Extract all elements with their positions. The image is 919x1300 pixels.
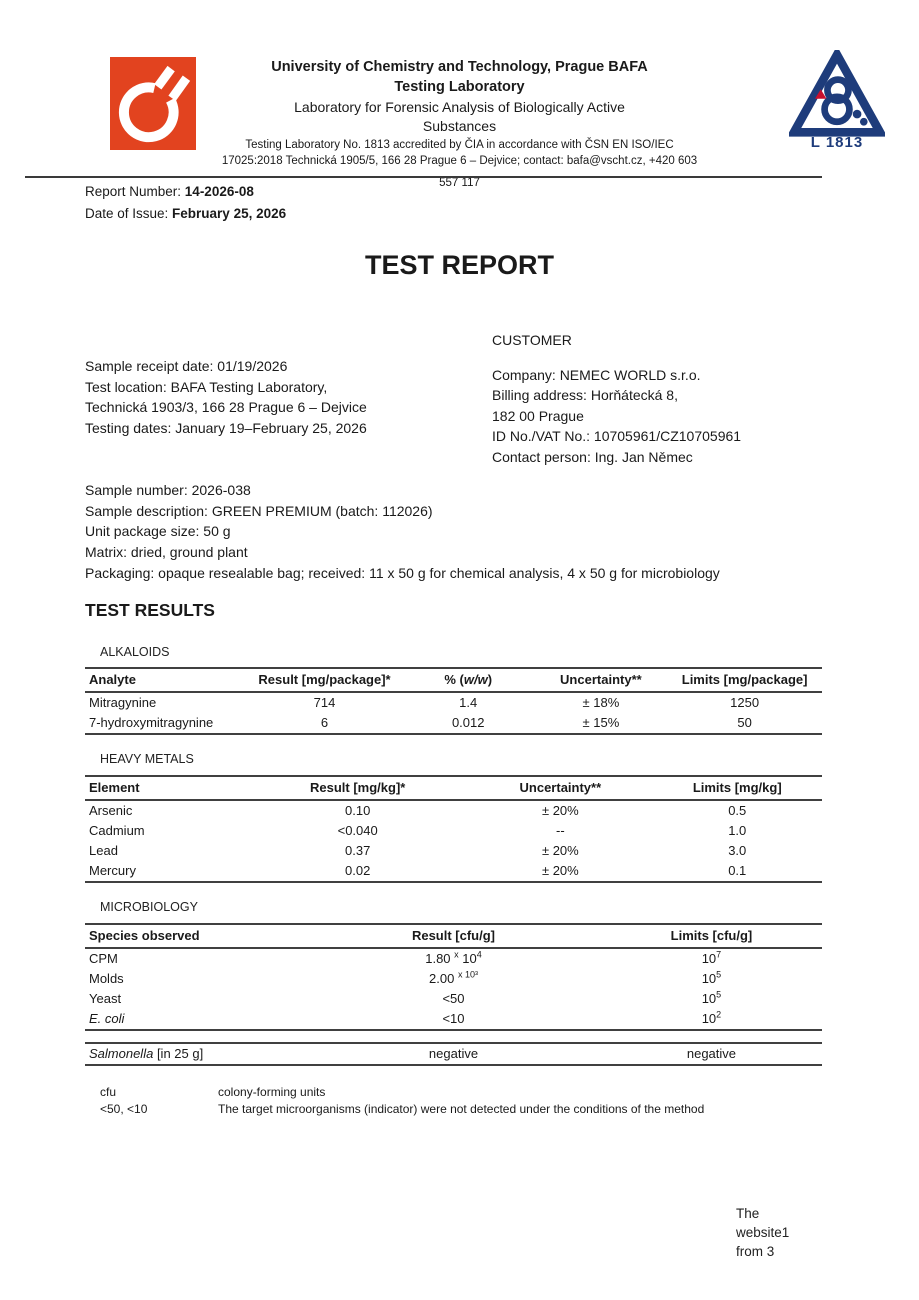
table-row <box>85 800 822 821</box>
footnote-term: <50, <10 <box>100 1101 148 1116</box>
column-header: Result [cfu/g] <box>306 924 601 948</box>
customer-lines <box>492 365 741 468</box>
salmonella-table <box>85 1042 822 1066</box>
table-row <box>85 861 822 882</box>
table-cell: Salmonella [in 25 g] <box>89 1046 204 1061</box>
table-cell: 1250 <box>730 695 760 710</box>
customer-heading: CUSTOMER <box>492 332 572 348</box>
column-header: Analyte <box>85 668 247 692</box>
table-cell: 1.4 <box>459 695 478 710</box>
lab-description-line1: Laboratory for Forensic Analysis of Biologically Active <box>294 98 625 115</box>
report-number-label: Report Number: <box>85 184 185 199</box>
report-number-value: 14-2026-08 <box>184 184 254 199</box>
column-header: Limits [mg/kg] <box>652 776 822 800</box>
text-line: 182 00 Prague <box>492 407 584 424</box>
table-cell: Yeast <box>89 991 122 1006</box>
table-row <box>85 1009 822 1030</box>
column-header: Element <box>85 776 247 800</box>
table-row <box>85 1043 822 1065</box>
table-header-row <box>85 776 822 800</box>
table-cell: ± 15% <box>582 715 620 730</box>
report-number-line <box>85 181 286 203</box>
text-line: website1 <box>736 1224 790 1240</box>
table-cell: negative <box>428 1046 479 1061</box>
text-line: Matrix: dried, ground plant <box>85 544 248 561</box>
text-line: Unit package size: 50 g <box>85 523 231 540</box>
table-cell: $10^7$ <box>701 949 722 966</box>
table-cell: $10^5$ <box>701 969 722 986</box>
header-text-block <box>180 57 740 192</box>
page-footer-text <box>736 1205 789 1262</box>
cia-logo-label: L 1813 <box>810 134 864 151</box>
footnote-definition: The target microorganisms (indicator) were not detected under the conditions of the method <box>218 1101 705 1116</box>
column-header: Limits [cfu/g] <box>601 924 822 948</box>
accreditation-line1: Testing Laboratory No. 1813 accredited by ČIA in accordance with ČSN EN ISO/IEC <box>245 138 674 151</box>
table-cell: 0.012 <box>451 715 485 730</box>
text-line: Packaging: opaque resealable bag; received: 11 x 50 g for chemical analysis, 4 x 50 g for microbiology <box>85 564 720 581</box>
table-cell: Cadmium <box>89 823 145 838</box>
column-header: % (w/w) <box>402 668 535 692</box>
footnote-row <box>100 1101 704 1118</box>
table-row <box>85 948 822 969</box>
text-line: Technická 1903/3, 166 28 Prague 6 – Dejvice <box>85 399 367 415</box>
table-cell: -- <box>556 823 565 838</box>
table-cell: 0.5 <box>728 803 747 818</box>
microbiology-table <box>85 923 822 1031</box>
text-line: from 3 <box>736 1243 775 1259</box>
lab-description-line2: Substances <box>422 118 497 135</box>
customer-block <box>492 330 741 467</box>
date-of-issue-value: February 25, 2026 <box>172 205 287 221</box>
heavy-metals-table-wrap <box>85 775 822 883</box>
table-cell: Molds <box>89 971 124 986</box>
table-header-row <box>85 924 822 948</box>
table-cell: $10^2$ <box>701 1009 722 1026</box>
table-cell: 0.10 <box>345 803 371 818</box>
table-cell: 7-hydroxymitragynine <box>89 715 214 730</box>
table-cell: 3.0 <box>728 843 747 858</box>
text-line: Test location: BAFA Testing Laboratory, <box>85 378 328 395</box>
footnote-term: cfu <box>100 1085 117 1099</box>
microbiology-section-label: MICROBIOLOGY <box>100 900 198 914</box>
table-cell: Lead <box>89 843 118 858</box>
table-header-row <box>85 668 822 692</box>
accreditation-triangle-icon <box>789 50 885 138</box>
sample-info-block <box>85 356 367 438</box>
sample-details-block <box>85 480 875 584</box>
table-cell: <0.040 <box>337 823 378 838</box>
alkaloids-table-wrap <box>85 667 822 735</box>
table-cell: ± 20% <box>541 803 579 818</box>
table-cell: E. coli <box>89 1011 125 1026</box>
date-of-issue-label: Date of Issue: <box>85 205 173 221</box>
text-line: Billing address: Horňátecká 8, <box>492 387 678 403</box>
table-row <box>85 969 822 989</box>
table-cell: 0.02 <box>345 863 371 878</box>
text-line: Company: NEMEC WORLD s.r.o. <box>492 366 701 383</box>
report-meta-block <box>85 181 286 224</box>
heavy-metals-section-label: HEAVY METALS <box>100 752 194 766</box>
text-line: Sample receipt date: 01/19/2026 <box>85 358 288 374</box>
university-name: University of Chemistry and Technology, Prague BAFA <box>271 59 648 75</box>
testing-laboratory-title: Testing Laboratory <box>394 79 525 96</box>
accreditation-line2: 17025:2018 Technická 1905/5, 166 28 Prague 6 – Dejvice; contact: bafa@vscht.cz, +420 603 <box>221 155 698 168</box>
table-row <box>85 713 822 734</box>
table-cell: 714 <box>313 695 336 710</box>
cia-accreditation-logo <box>786 50 888 151</box>
test-results-heading: TEST RESULTS <box>85 600 215 620</box>
phone-tail: 557 117 <box>439 177 480 190</box>
column-header: Result [mg/kg]* <box>247 776 468 800</box>
table-row <box>85 821 822 841</box>
table-cell: Mitragynine <box>89 695 157 710</box>
table-cell: CPM <box>89 951 118 966</box>
alkaloids-table <box>85 667 822 735</box>
table-cell: Arsenic <box>89 803 133 818</box>
footnote-row <box>100 1084 704 1101</box>
table-cell: 1.0 <box>728 823 747 838</box>
table-cell: $10^5$ <box>701 989 722 1006</box>
table-cell: 2.00 $^{x 10^3}$ <box>429 969 478 986</box>
table-cell: 0.37 <box>345 843 371 858</box>
salmonella-table-wrap <box>85 1042 822 1066</box>
text-line: Sample number: 2026-038 <box>85 482 251 498</box>
table-cell: 6 <box>320 715 329 730</box>
table-cell: 1.80 $^x$ $10^4$ <box>425 949 482 966</box>
footnote-definition: colony-forming units <box>218 1085 326 1099</box>
header-divider <box>25 176 822 178</box>
text-line: Testing dates: January 19–February 25, 2026 <box>85 419 367 436</box>
date-of-issue-line <box>85 203 286 225</box>
table-cell: ± 20% <box>541 863 579 878</box>
table-cell: 50 <box>737 715 752 730</box>
column-header: Species observed <box>85 924 306 948</box>
text-line: Contact person: Ing. Jan Němec <box>492 448 693 465</box>
text-line: Sample description: GREEN PREMIUM (batch: 112026) <box>85 502 433 519</box>
table-cell: negative <box>686 1046 737 1061</box>
page-title: TEST REPORT <box>364 250 554 280</box>
table-cell: <50 <box>442 991 465 1006</box>
column-header: Result [mg/package]* <box>247 668 402 692</box>
column-header: Limits [mg/package] <box>667 668 822 692</box>
table-row <box>85 989 822 1009</box>
column-header: Uncertainty** <box>468 776 652 800</box>
footnotes-block <box>100 1084 704 1117</box>
column-header: Uncertainty** <box>535 668 668 692</box>
table-cell: ± 20% <box>541 843 579 858</box>
text-line: ID No./VAT No.: 10705961/CZ10705961 <box>492 428 742 444</box>
heavy-metals-table <box>85 775 822 883</box>
table-cell: Mercury <box>89 863 136 878</box>
table-row <box>85 841 822 861</box>
alkaloids-section-label: ALKALOIDS <box>100 645 170 659</box>
text-line: The <box>736 1206 760 1221</box>
table-cell: ± 18% <box>582 695 620 710</box>
microbiology-table-wrap <box>85 923 822 1031</box>
table-row <box>85 692 822 713</box>
table-cell: 0.1 <box>728 863 747 878</box>
table-cell: <10 <box>442 1011 465 1026</box>
